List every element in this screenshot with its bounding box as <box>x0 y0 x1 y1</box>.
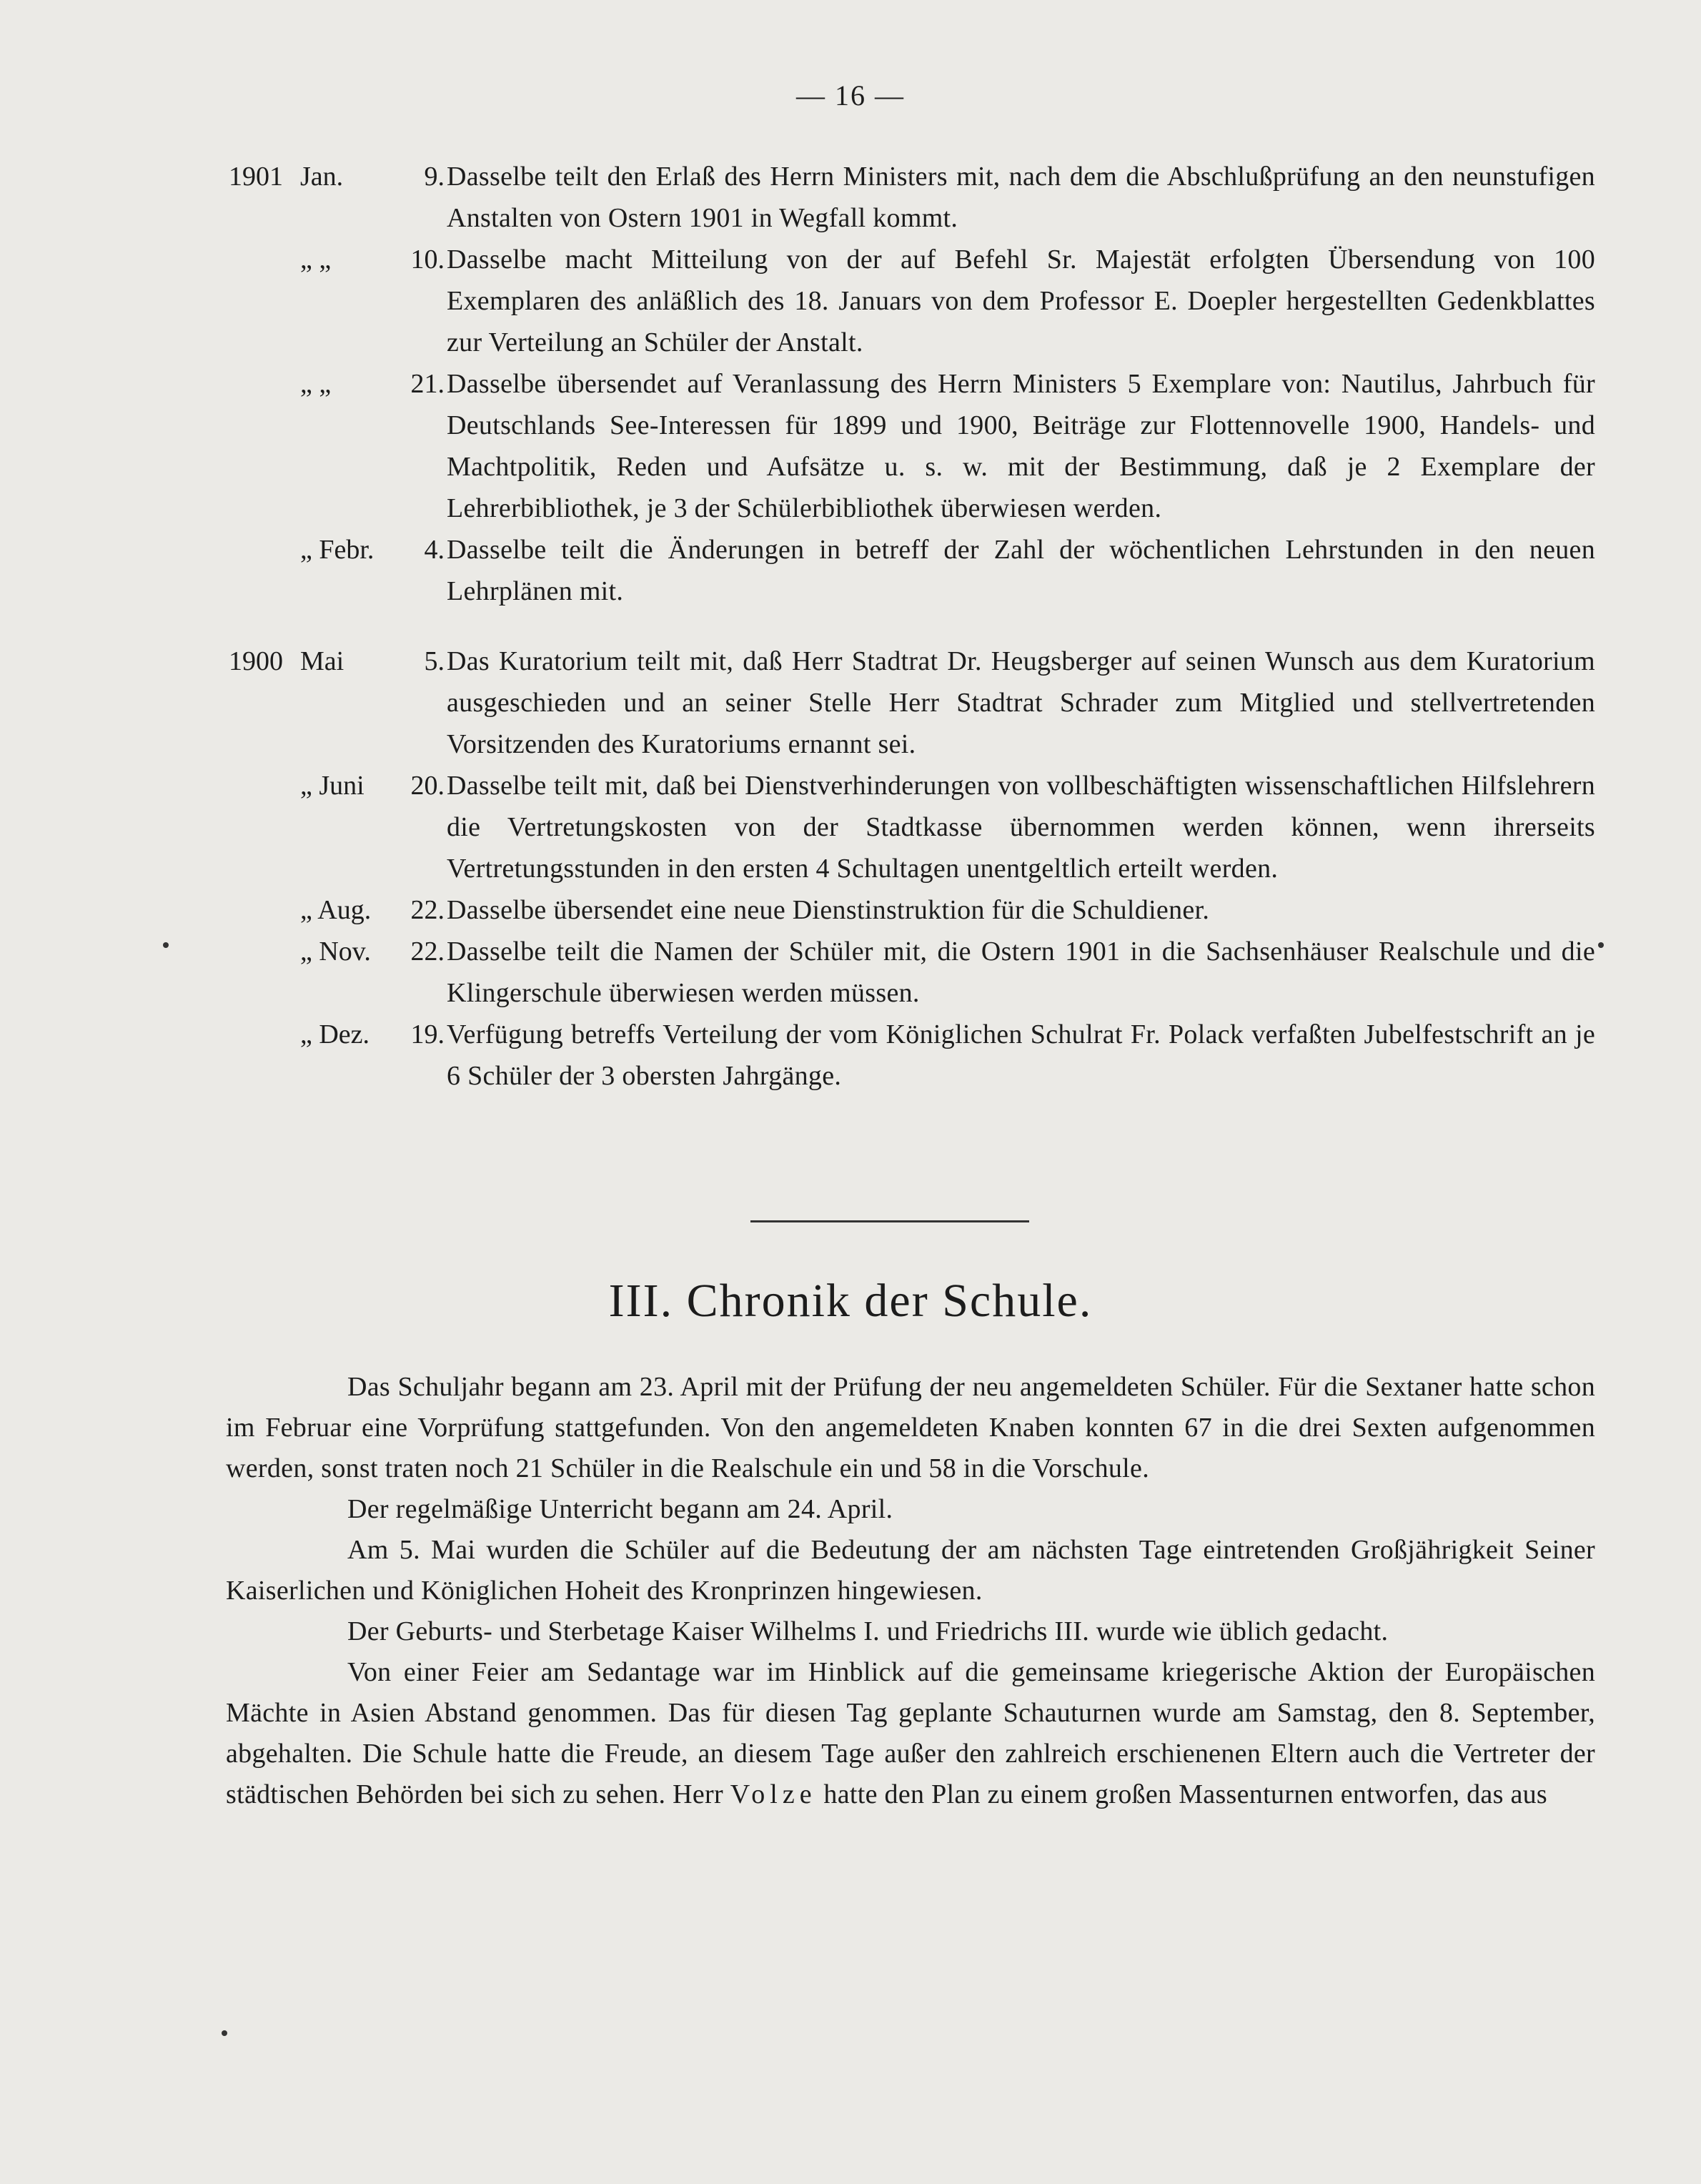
entry-text: Dasselbe übersendet auf Veranlassung des Herrn Ministers 5 Exemplare von: Nautilus, Jahrbuch für Deutschlands See-Interessen für 1899 und 1900, Beiträge zur Flottennovelle 1900, Handels- und Machtpolitik, Reden und Aufsätze u. s. w. mit der Bestimmung, daß je 2 Exemplare der Lehrerbibliothek, je 3 der Schülerbibliothek überwiesen werden. <box>447 369 1595 523</box>
entry-month: „ Nov. <box>300 937 371 967</box>
entry-day: 4. <box>424 535 445 565</box>
entry-day: 20. <box>410 771 445 801</box>
entry-day: 5. <box>424 646 445 676</box>
print-speck <box>222 2030 227 2036</box>
list-item <box>229 931 1595 1014</box>
entry-text: Dasselbe teilt die Namen der Schüler mit, die Ostern 1901 in die Sachsenhäuser Realschule und die Klingerschule überwiesen werden müssen. <box>447 937 1595 1008</box>
list-item <box>229 156 1595 239</box>
paragraph-part: Von einer Feier am Sedantage war im Hinblick auf die gemeinsame kriegerische Aktion der Europäischen Mächte in Asien Abstand genommen. Das für diesen Tag geplante Schauturnen wurde am Samstag, den 8. September, abgehalten. Die Schule hatte die Freude, an diesem Tage außer den zahlreich erschienenen Eltern auch die Vertreter der städtischen Behörden bei sich zu sehen. Herr <box>226 1657 1595 1809</box>
entry-text: Dasselbe teilt den Erlaß des Herrn Ministers mit, nach dem die Abschlußprüfung an den neunstufigen Anstalten von Ostern 1901 in Wegfall kommt. <box>447 162 1595 233</box>
print-speck <box>1598 942 1604 948</box>
entry-text: Dasselbe teilt die Änderungen in betreff der Zahl der wöchentlichen Lehrstunden in den neuen Lehrplänen mit. <box>447 535 1595 606</box>
person-name: Volze <box>730 1779 817 1809</box>
entry-month: „ Febr. <box>300 535 375 565</box>
section-heading: III. Chronik der Schule. <box>608 1275 1093 1327</box>
section-divider <box>750 1220 1029 1222</box>
entry-text: Dasselbe macht Mitteilung von der auf Befehl Sr. Majestät erfolgten Übersendung von 100 Exemplaren des anläßlich des 18. Januars von dem Professor E. Doepler hergestellten Gedenkblattes zur Verteilung an Schüler der Anstalt. <box>447 244 1595 357</box>
paragraph: Das Schuljahr begann am 23. April mit der Prüfung der neu angemeldeten Schüler. Für die Sextaner hatte schon im Februar eine Vorprüfung stattgefunden. Von den angemeldeten Knaben konnten 67 in die drei Sexten aufgenommen werden, sonst traten noch 21 Schüler in die Realschule ein und 58 in die Vorschule. <box>226 1372 1595 1483</box>
entry-month: Jan. <box>300 162 344 192</box>
list-item <box>229 239 1595 363</box>
paragraph <box>226 1652 1595 1815</box>
entry-year: 1900 <box>229 646 283 676</box>
entry-day: 10. <box>410 244 445 275</box>
entry-day: 21. <box>410 369 445 399</box>
paragraph: Der Geburts- und Sterbetage Kaiser Wilhelms I. und Friedrichs III. wurde wie üblich gedacht. <box>347 1616 1389 1646</box>
paragraph: Der regelmäßige Unterricht begann am 24. April. <box>347 1494 893 1524</box>
entry-day: 19. <box>410 1019 445 1049</box>
entry-year: 1901 <box>229 162 283 192</box>
entry-month: „ Juni <box>300 771 364 801</box>
list-item <box>229 1014 1595 1097</box>
paragraph-part: hatte den Plan zu einem großen Massenturnen entworfen, das aus <box>823 1779 1548 1809</box>
chronicle-body <box>226 1367 1595 1815</box>
paragraph: Am 5. Mai wurden die Schüler auf die Bedeutung der am nächsten Tage eintretenden Großjährigkeit Seiner Kaiserlichen und Königlichen Hoheit des Kronprinzen hingewiesen. <box>226 1535 1595 1606</box>
list-item <box>229 529 1595 612</box>
entry-month: „ „ <box>300 244 332 275</box>
entry-month: Mai <box>300 646 344 676</box>
entry-text: Verfügung betreffs Verteilung der vom Königlichen Schulrat Fr. Polack verfaßten Jubelfestschrift an je 6 Schüler der 3 obersten Jahrgänge. <box>447 1019 1595 1091</box>
print-speck <box>163 942 169 948</box>
entry-text: Dasselbe übersendet eine neue Dienstinstruktion für die Schuldiener. <box>447 895 1210 925</box>
list-item <box>229 641 1595 765</box>
entry-day: 9. <box>424 162 445 192</box>
entry-month: „ Aug. <box>300 895 372 925</box>
page-number: — 16 — <box>796 79 905 112</box>
entry-text: Das Kuratorium teilt mit, daß Herr Stadtrat Dr. Heugsberger auf seinen Wunsch aus dem Kuratorium ausgeschieden und an seiner Stelle Herr Stadtrat Schrader zum Mitglied und stellvertretenden Vorsitzenden des Kuratoriums ernannt sei. <box>447 646 1595 759</box>
list-item <box>229 765 1595 889</box>
entry-day: 22. <box>410 937 445 967</box>
entry-day: 22. <box>410 895 445 925</box>
entry-text: Dasselbe teilt mit, daß bei Dienstverhinderungen von vollbeschäftigten wissenschaftlichen Hilfslehrern die Vertretungskosten von der Stadtkasse übernommen werden können, wenn ihrerseits Vertretungsstunden in den ersten 4 Schultagen unentgeltlich erteilt werden. <box>447 771 1595 884</box>
list-item <box>229 363 1595 529</box>
list-item <box>229 889 1595 931</box>
entry-month: „ „ <box>300 369 332 399</box>
decree-list <box>229 156 1595 1097</box>
entry-month: „ Dez. <box>300 1019 370 1049</box>
